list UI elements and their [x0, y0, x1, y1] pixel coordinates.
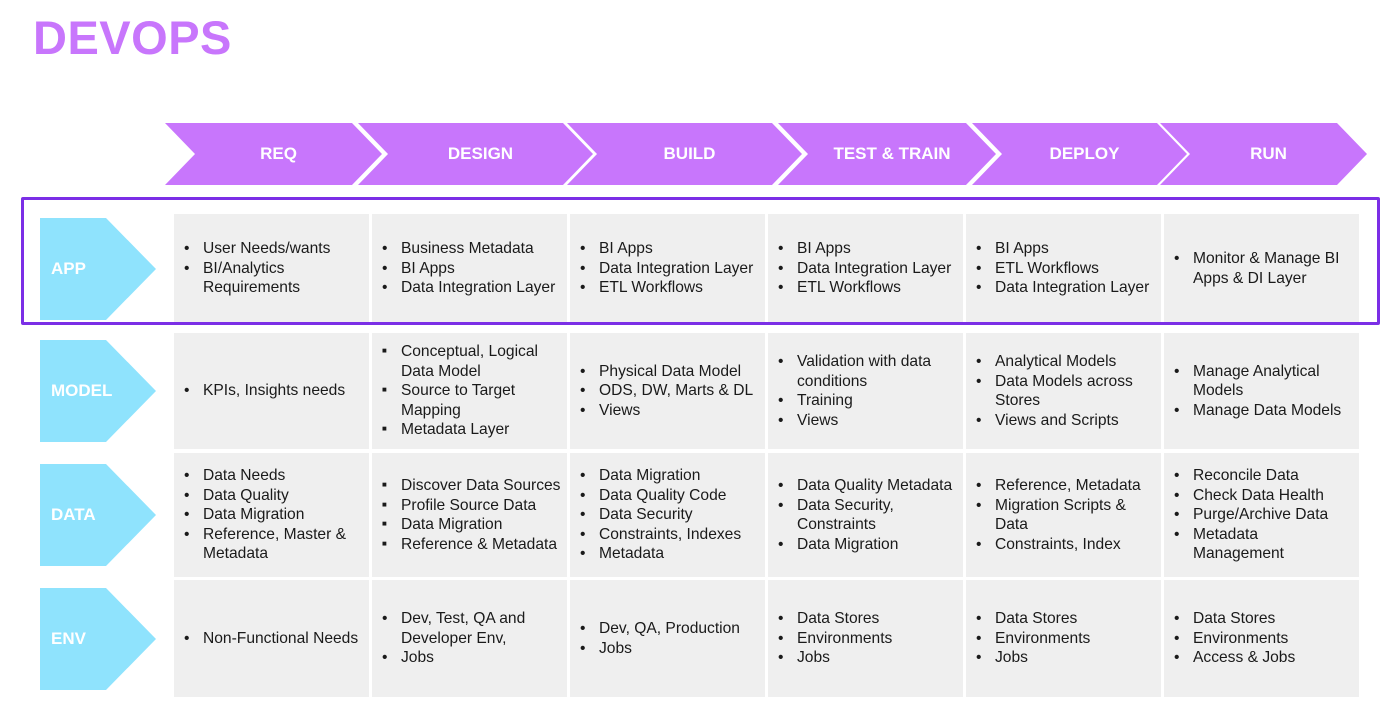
list-item: • Data Migration	[580, 466, 741, 486]
cell-data-deploy	[966, 453, 1161, 577]
list-item: • Manage Analytical Models	[1174, 362, 1353, 401]
page-title: DEVOPS	[33, 11, 232, 64]
list-item: • Views and Scripts	[976, 411, 1155, 431]
list-item: • Constraints, Indexes	[580, 525, 741, 545]
cell-model-run	[1164, 333, 1359, 449]
cell-model-build	[570, 333, 765, 449]
list-item: • Data Integration Layer	[580, 259, 753, 279]
bullet-list	[184, 466, 363, 564]
phase-deploy	[972, 123, 1187, 185]
cell-data-build	[570, 453, 765, 577]
list-item: • Non-Functional Needs	[184, 629, 358, 649]
cell-data-run	[1164, 453, 1359, 577]
cell-env-test-train	[768, 580, 963, 697]
list-item: • ODS, DW, Marts & DL	[580, 381, 753, 401]
cell-model-design	[372, 333, 567, 449]
list-item: ■ Metadata Layer	[382, 420, 561, 440]
cell-env-deploy	[966, 580, 1161, 697]
list-item: • Analytical Models	[976, 352, 1155, 372]
list-item: • BI Apps	[778, 239, 951, 259]
list-item: • Migration Scripts & Data	[976, 496, 1155, 535]
cell-env-run	[1164, 580, 1359, 697]
cell-env-design	[372, 580, 567, 697]
cell-data-req	[174, 453, 369, 577]
phase-build	[567, 123, 802, 185]
list-item: • Data Integration Layer	[976, 278, 1149, 298]
list-item: • Training	[778, 391, 957, 411]
list-item: • ETL Workflows	[778, 278, 951, 298]
cell-env-req	[174, 580, 369, 697]
cell-model-test-train	[768, 333, 963, 449]
bullet-list	[580, 362, 753, 421]
phase-design	[358, 123, 593, 185]
bullet-list	[184, 629, 358, 649]
app-row-highlight	[21, 197, 1380, 325]
bullet-list	[1174, 609, 1295, 668]
cell-env-build	[570, 580, 765, 697]
phase-label: BUILD	[663, 144, 716, 163]
list-item: • BI/Analytics Requirements	[184, 259, 363, 298]
bullet-list	[778, 352, 957, 430]
list-item: • Views	[580, 401, 753, 421]
list-item: • Jobs	[580, 639, 740, 659]
list-item: • Data Quality Code	[580, 486, 741, 506]
list-item: • User Needs/wants	[184, 239, 363, 259]
list-item: • Constraints, Index	[976, 535, 1155, 555]
row-label: DATA	[51, 505, 96, 524]
cell-data-design	[372, 453, 567, 577]
list-item: • Data Stores	[778, 609, 892, 629]
list-item: • Dev, QA, Production	[580, 619, 740, 639]
list-item: • Views	[778, 411, 957, 431]
bullet-list	[1174, 362, 1353, 421]
bullet-list	[184, 381, 345, 401]
list-item: • Reconcile Data	[1174, 466, 1353, 486]
list-item: • Data Stores	[976, 609, 1090, 629]
bullet-list	[778, 476, 957, 554]
bullet-list	[1174, 466, 1353, 564]
list-item: • Validation with data conditions	[778, 352, 957, 391]
bullet-list	[580, 466, 741, 564]
phase-label: RUN	[1250, 144, 1287, 163]
phase-label: DEPLOY	[1049, 144, 1120, 163]
list-item: • Metadata Management	[1174, 525, 1353, 564]
list-item: ■ Data Migration	[382, 515, 560, 535]
list-item: • BI Apps	[580, 239, 753, 259]
list-item: • Data Migration	[184, 505, 363, 525]
list-item: ■ Profile Source Data	[382, 496, 560, 516]
list-item: • Data Models across Stores	[976, 372, 1155, 411]
list-item: • Access & Jobs	[1174, 648, 1295, 668]
list-item: • Data Integration Layer	[382, 278, 555, 298]
list-item: • Manage Data Models	[1174, 401, 1353, 421]
list-item: • Data Security	[580, 505, 741, 525]
list-item: • Data Needs	[184, 466, 363, 486]
bullet-list	[580, 619, 740, 658]
phase-label: TEST & TRAIN	[833, 144, 951, 163]
phase-test-train	[778, 123, 996, 185]
list-item: • ETL Workflows	[580, 278, 753, 298]
list-item: • BI Apps	[976, 239, 1149, 259]
bullet-list	[976, 352, 1155, 430]
row-label: ENV	[51, 628, 86, 648]
list-item: • Purge/Archive Data	[1174, 505, 1353, 525]
list-item: • Monitor & Manage BI Apps & DI Layer	[1174, 249, 1353, 288]
list-item: • BI Apps	[382, 259, 555, 279]
phase-run	[1160, 123, 1367, 185]
list-item: • Metadata	[580, 544, 741, 564]
bullet-list	[976, 476, 1155, 554]
row-label: APP	[51, 258, 86, 278]
list-item: • Data Security, Constraints	[778, 496, 957, 535]
list-item: • Environments	[778, 629, 892, 649]
bullet-list	[976, 609, 1090, 668]
phase-req	[165, 123, 382, 185]
bullet-list	[778, 609, 892, 668]
list-item: • Data Quality	[184, 486, 363, 506]
list-item: • Data Quality Metadata	[778, 476, 957, 496]
bullet-list	[382, 609, 561, 668]
list-item: • Check Data Health	[1174, 486, 1353, 506]
list-item: ■ Source to Target Mapping	[382, 381, 561, 420]
list-item: ■ Reference & Metadata	[382, 535, 560, 555]
list-item: • Environments	[976, 629, 1090, 649]
list-item: ■ Conceptual, Logical Data Model	[382, 342, 561, 381]
list-item: • KPIs, Insights needs	[184, 381, 345, 401]
list-item: • Jobs	[778, 648, 892, 668]
list-item: • Jobs	[382, 648, 561, 668]
list-item: • Jobs	[976, 648, 1090, 668]
list-item: • ETL Workflows	[976, 259, 1149, 279]
list-item: • Data Migration	[778, 535, 957, 555]
row-data	[40, 464, 156, 566]
list-item: ■ Discover Data Sources	[382, 476, 560, 496]
bullet-list	[382, 342, 561, 440]
list-item: • Physical Data Model	[580, 362, 753, 382]
row-label: MODEL	[51, 381, 113, 400]
list-item: • Data Integration Layer	[778, 259, 951, 279]
list-item: • Reference, Metadata	[976, 476, 1155, 496]
bullet-list	[382, 476, 560, 554]
row-model	[40, 340, 156, 442]
cell-data-test-train	[768, 453, 963, 577]
phase-label: DESIGN	[447, 144, 514, 163]
cell-model-deploy	[966, 333, 1161, 449]
row-env	[40, 588, 156, 690]
list-item: • Data Stores	[1174, 609, 1295, 629]
list-item: • Environments	[1174, 629, 1295, 649]
phase-label: REQ	[260, 144, 297, 163]
list-item: • Business Metadata	[382, 239, 555, 259]
cell-model-req	[174, 333, 369, 449]
list-item: • Dev, Test, QA and Developer Env,	[382, 609, 561, 648]
list-item: • Reference, Master & Metadata	[184, 525, 363, 564]
